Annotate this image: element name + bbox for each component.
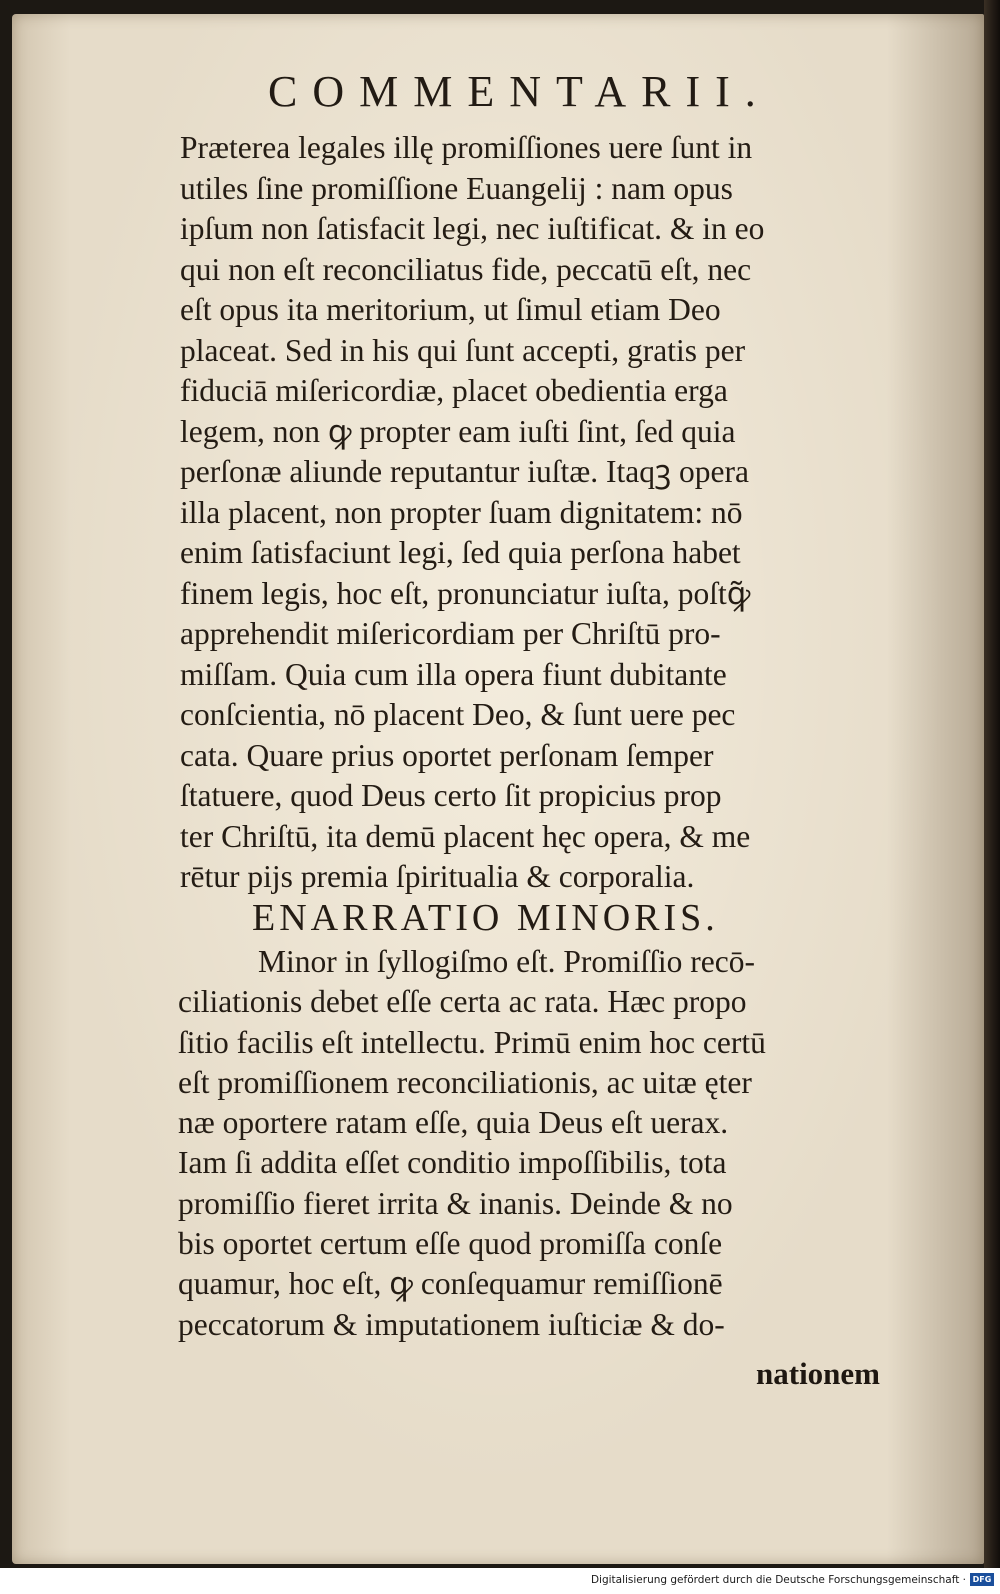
text-line: eſt promiſſionem reconciliationis, ac uitæ ęter — [178, 1064, 752, 1100]
text-line: rētur pijs premia ſpiritualia & corporalia. — [180, 859, 695, 894]
dfg-logo-icon: DFG — [970, 1573, 994, 1586]
catchword: nationem — [756, 1356, 880, 1391]
text-line: cata. Quare prius oportet perſonam ſemper — [180, 737, 714, 773]
text-line: promiſſio fieret irrita & inanis. Deinde & no — [178, 1185, 733, 1221]
text-line: placeat. Sed in his qui ſunt accepti, gratis per — [180, 332, 746, 368]
text-line: finem legis, hoc eſt, pronunciatur iuſta, poſtꝙ̃ — [180, 575, 751, 611]
text-line: peccatorum & imputationem iuſticiæ & do- — [178, 1306, 725, 1342]
text-line: conſcientia, nō placent Deo, & ſunt uere pec — [180, 697, 736, 732]
text-line: utiles ſine promiſſione Euangelij : nam opus — [180, 170, 733, 206]
text-line: ſtatuere, quod Deus certo ſit propicius prop — [180, 778, 722, 813]
text-line: ſitio facilis eſt intellectu. Primū enim hoc certū — [178, 1024, 766, 1060]
paragraph-1 — [180, 128, 920, 898]
text-line: ciliationis debet eſſe certa ac rata. Hæc propo — [178, 984, 747, 1020]
text-line: illa placent, non propter ſuam dignitatem: nō — [180, 494, 743, 530]
page-edge — [984, 0, 1000, 1594]
text-line: ter Chriſtū, ita demū placent hęc opera, & me — [180, 818, 751, 854]
text-line: quamur, hoc eſt, ꝙ conſequamur remiſſionē — [178, 1266, 723, 1302]
text-line: enim ſatisfaciunt legi, ſed quia perſona habet — [180, 535, 741, 570]
text-line: fiduciā miſericordiæ, placet obedientia erga — [180, 373, 728, 408]
text-line: Minor in ſyllogiſmo eſt. Promiſſio recō- — [258, 944, 755, 979]
running-head: COMMENTARII. — [268, 67, 771, 116]
text-line: qui non eſt reconciliatus fide, peccatū eſt, nec — [180, 251, 752, 287]
text-line: ipſum non ſatisfacit legi, nec iuſtificat. & in eo — [180, 211, 765, 246]
text-line: Iam ſi addita eſſet conditio impoſſibilis, tota — [178, 1145, 727, 1181]
text-line: perſonæ aliunde reputantur iuſtæ. Itaqꝫ opera — [180, 454, 749, 489]
text-line: næ oportere ratam eſſe, quia Deus eſt uerax. — [178, 1105, 729, 1141]
text-line: Præterea legales illę promiſſiones uere ſunt in — [180, 130, 753, 165]
section-heading: ENARRATIO MINORIS. — [252, 897, 719, 939]
text-line: apprehendit miſericordiam per Chriſtū pro- — [180, 616, 721, 651]
funding-credit: Digitalisierung gefördert durch die Deutsche Forschungsgemeinschaft · — [590, 1574, 966, 1586]
text-line: eſt opus ita meritorium, ut ſimul etiam Deo — [180, 292, 721, 327]
paragraph-2 — [178, 942, 918, 1345]
text-line: miſſam. Quia cum illa opera fiunt dubitante — [180, 656, 727, 692]
text-line: legem, non ꝙ propter eam iuſti ſint, ſed quia — [180, 413, 736, 449]
text-line: bis oportet certum eſſe quod promiſſa conſe — [178, 1226, 723, 1262]
